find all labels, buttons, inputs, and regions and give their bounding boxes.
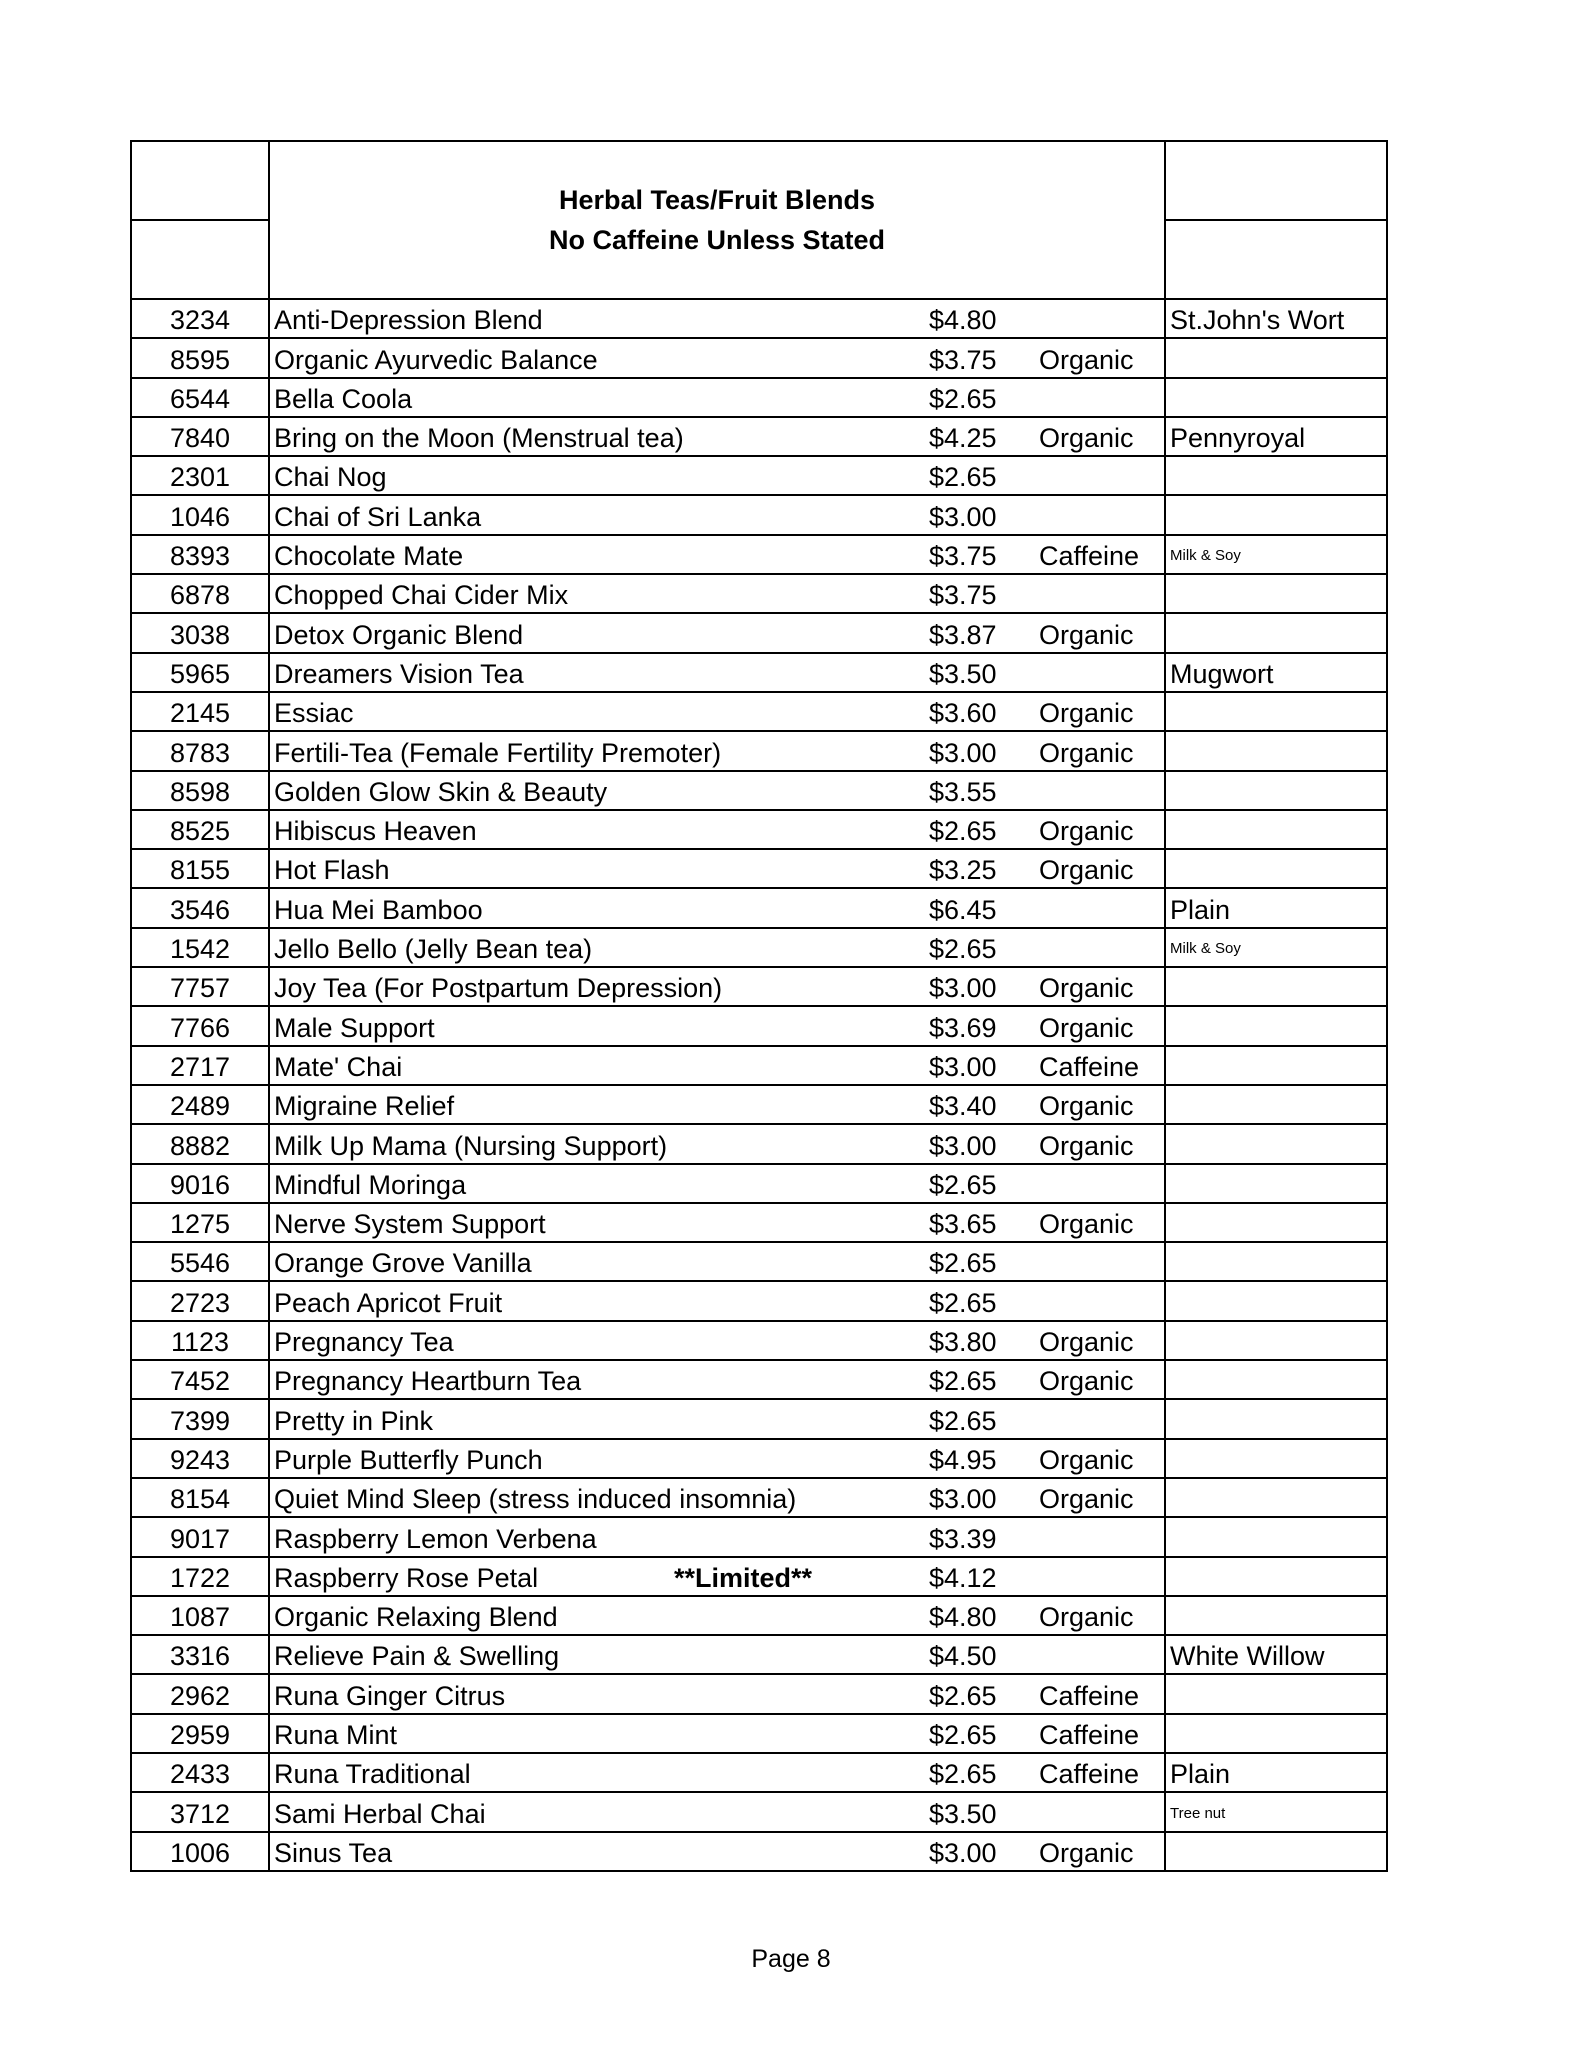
- item-name-text: Bring on the Moon (Menstrual tea): [274, 423, 684, 454]
- table-row: [131, 574, 1387, 613]
- item-price: $2.65: [925, 1360, 1035, 1399]
- table-row: [131, 1321, 1387, 1360]
- item-name-text: Migraine Relief: [274, 1091, 455, 1122]
- table-row: [131, 1085, 1387, 1124]
- item-tag: [1035, 771, 1165, 810]
- item-code: 6544: [131, 378, 269, 417]
- item-price: $3.00: [925, 495, 1035, 534]
- item-tag: Caffeine: [1035, 1753, 1165, 1792]
- item-code: 7840: [131, 417, 269, 456]
- item-name: [269, 338, 925, 377]
- item-name-text: Mindful Moringa: [274, 1169, 467, 1200]
- item-name-text: Anti-Depression Blend: [274, 305, 543, 336]
- item-name: [269, 1085, 925, 1124]
- limited-badge: **Limited**: [674, 1562, 813, 1593]
- item-price: $3.55: [925, 771, 1035, 810]
- item-code: 7399: [131, 1399, 269, 1438]
- item-note: [1165, 1439, 1387, 1478]
- item-name: [269, 1203, 925, 1242]
- item-name-text: Hua Mei Bamboo: [274, 894, 483, 925]
- table-title-line1: Herbal Teas/Fruit Blends: [558, 185, 876, 215]
- item-name: [269, 1439, 925, 1478]
- item-name: [269, 1281, 925, 1320]
- item-price: $2.65: [925, 1714, 1035, 1753]
- item-name-text: Sinus Tea: [274, 1837, 393, 1868]
- item-tag: [1035, 456, 1165, 495]
- item-note: [1165, 1360, 1387, 1399]
- item-code: 8525: [131, 810, 269, 849]
- table-row: [131, 1046, 1387, 1085]
- item-code: 8154: [131, 1478, 269, 1517]
- table-row: [131, 1006, 1387, 1045]
- item-tag: Organic: [1035, 1006, 1165, 1045]
- item-price: $3.25: [925, 849, 1035, 888]
- table-row: [131, 1124, 1387, 1163]
- item-tag: [1035, 1399, 1165, 1438]
- item-tag: Organic: [1035, 1085, 1165, 1124]
- item-price: $3.50: [925, 1792, 1035, 1831]
- item-code: 1006: [131, 1832, 269, 1871]
- item-price: $3.69: [925, 1006, 1035, 1045]
- item-code: 2489: [131, 1085, 269, 1124]
- item-name-text: Quiet Mind Sleep (stress induced insomnia): [274, 1484, 797, 1515]
- table-row: [131, 1792, 1387, 1831]
- item-name-text: Pregnancy Tea: [274, 1327, 454, 1358]
- item-name-text: Nerve System Support: [274, 1209, 546, 1240]
- table-row: [131, 1635, 1387, 1674]
- item-note: Milk & Soy: [1165, 535, 1387, 574]
- table-row: [131, 1203, 1387, 1242]
- item-note: [1165, 1557, 1387, 1596]
- herbal-tea-price-table: [130, 140, 1388, 1872]
- item-name: [269, 731, 925, 770]
- item-note: [1165, 456, 1387, 495]
- item-code: 1087: [131, 1596, 269, 1635]
- item-name: [269, 1596, 925, 1635]
- item-price: $3.00: [925, 967, 1035, 1006]
- item-name-text: Milk Up Mama (Nursing Support): [274, 1130, 668, 1161]
- item-code: 8393: [131, 535, 269, 574]
- item-name: [269, 771, 925, 810]
- item-price: $3.40: [925, 1085, 1035, 1124]
- item-price: $3.00: [925, 1478, 1035, 1517]
- table-row: [131, 1557, 1387, 1596]
- item-price: $3.87: [925, 613, 1035, 652]
- item-code: 9017: [131, 1517, 269, 1556]
- item-code: 5546: [131, 1242, 269, 1281]
- item-name-text: Runa Mint: [274, 1719, 398, 1750]
- item-price: $3.00: [925, 731, 1035, 770]
- item-tag: Organic: [1035, 692, 1165, 731]
- item-code: 2959: [131, 1714, 269, 1753]
- item-price: $6.45: [925, 888, 1035, 927]
- item-note: [1165, 378, 1387, 417]
- item-name-text: Raspberry Rose Petal: [274, 1562, 539, 1593]
- item-tag: [1035, 495, 1165, 534]
- item-price: $2.65: [925, 1164, 1035, 1203]
- item-name-text: Essiac: [274, 698, 354, 729]
- item-note: [1165, 1203, 1387, 1242]
- item-name-text: Golden Glow Skin & Beauty: [274, 776, 608, 807]
- item-name: [269, 928, 925, 967]
- item-price: $2.65: [925, 1281, 1035, 1320]
- item-tag: [1035, 1281, 1165, 1320]
- item-tag: [1035, 653, 1165, 692]
- item-name: [269, 495, 925, 534]
- item-code: 1722: [131, 1557, 269, 1596]
- item-name: [269, 1360, 925, 1399]
- item-tag: Organic: [1035, 967, 1165, 1006]
- item-note: [1165, 1164, 1387, 1203]
- item-note: [1165, 1242, 1387, 1281]
- item-tag: [1035, 574, 1165, 613]
- item-name: [269, 1517, 925, 1556]
- table-title: [269, 141, 1165, 299]
- item-name: [269, 1046, 925, 1085]
- item-tag: Caffeine: [1035, 535, 1165, 574]
- item-price: $3.75: [925, 338, 1035, 377]
- item-note: [1165, 1399, 1387, 1438]
- item-name-text: Mate' Chai: [274, 1051, 403, 1082]
- item-name-text: Hot Flash: [274, 855, 390, 886]
- table-row: [131, 613, 1387, 652]
- table-row: [131, 1596, 1387, 1635]
- item-code: 2433: [131, 1753, 269, 1792]
- item-note: [1165, 1517, 1387, 1556]
- item-note: [1165, 1832, 1387, 1871]
- item-note: [1165, 574, 1387, 613]
- table-row: [131, 1517, 1387, 1556]
- item-code: 1542: [131, 928, 269, 967]
- item-note: [1165, 849, 1387, 888]
- table-row: [131, 1753, 1387, 1792]
- table-row: [131, 417, 1387, 456]
- item-name-text: Chopped Chai Cider Mix: [274, 580, 569, 611]
- item-name: [269, 417, 925, 456]
- item-note: [1165, 1714, 1387, 1753]
- page-number: Page 8: [751, 1945, 831, 1973]
- item-note: [1165, 1124, 1387, 1163]
- item-name: [269, 1792, 925, 1831]
- item-note: White Willow: [1165, 1635, 1387, 1674]
- item-name: [269, 967, 925, 1006]
- item-name-text: Organic Ayurvedic Balance: [274, 344, 598, 375]
- item-tag: Organic: [1035, 1596, 1165, 1635]
- item-price: $4.12: [925, 1557, 1035, 1596]
- item-price: $4.95: [925, 1439, 1035, 1478]
- table-row: [131, 495, 1387, 534]
- item-name: [269, 692, 925, 731]
- item-code: 1275: [131, 1203, 269, 1242]
- header-code-cell-bottom: [131, 220, 269, 299]
- item-code: 3038: [131, 613, 269, 652]
- item-code: 8882: [131, 1124, 269, 1163]
- item-note: [1165, 967, 1387, 1006]
- item-tag: [1035, 1517, 1165, 1556]
- item-name: [269, 849, 925, 888]
- item-code: 5965: [131, 653, 269, 692]
- item-tag: [1035, 1792, 1165, 1831]
- table-row: [131, 1832, 1387, 1871]
- item-name: [269, 653, 925, 692]
- item-tag: [1035, 928, 1165, 967]
- item-name: [269, 1124, 925, 1163]
- item-note: [1165, 1321, 1387, 1360]
- item-note: [1165, 1281, 1387, 1320]
- item-code: 9243: [131, 1439, 269, 1478]
- item-price: $4.80: [925, 299, 1035, 338]
- item-name: [269, 1557, 925, 1596]
- item-price: $4.80: [925, 1596, 1035, 1635]
- item-name-text: Bella Coola: [274, 383, 413, 414]
- item-note: [1165, 1006, 1387, 1045]
- item-tag: Organic: [1035, 613, 1165, 652]
- table-row: [131, 928, 1387, 967]
- item-name-text: Detox Organic Blend: [274, 619, 524, 650]
- item-tag: [1035, 299, 1165, 338]
- item-name: [269, 1635, 925, 1674]
- item-code: 7757: [131, 967, 269, 1006]
- item-note: [1165, 810, 1387, 849]
- item-note: Mugwort: [1165, 653, 1387, 692]
- item-tag: [1035, 1242, 1165, 1281]
- item-code: 8595: [131, 338, 269, 377]
- item-tag: Caffeine: [1035, 1046, 1165, 1085]
- item-tag: [1035, 1557, 1165, 1596]
- table-row: [131, 1242, 1387, 1281]
- item-note: [1165, 731, 1387, 770]
- item-note: [1165, 771, 1387, 810]
- item-price: $3.65: [925, 1203, 1035, 1242]
- item-note: [1165, 1085, 1387, 1124]
- item-name: [269, 574, 925, 613]
- table-row: [131, 731, 1387, 770]
- item-price: $3.75: [925, 574, 1035, 613]
- item-note: [1165, 613, 1387, 652]
- item-tag: Organic: [1035, 1360, 1165, 1399]
- item-code: 7452: [131, 1360, 269, 1399]
- item-name: [269, 535, 925, 574]
- item-code: 3712: [131, 1792, 269, 1831]
- table-row: [131, 692, 1387, 731]
- item-name-text: Runa Ginger Citrus: [274, 1680, 506, 1711]
- item-name: [269, 1399, 925, 1438]
- item-name: [269, 1714, 925, 1753]
- item-note: St.John's Wort: [1165, 299, 1387, 338]
- item-code: 8155: [131, 849, 269, 888]
- item-name-text: Hibiscus Heaven: [274, 816, 477, 847]
- item-note: [1165, 1596, 1387, 1635]
- item-name-text: Jello Bello (Jelly Bean tea): [274, 934, 593, 965]
- item-price: $2.65: [925, 928, 1035, 967]
- item-name-text: Dreamers Vision Tea: [274, 658, 524, 689]
- item-note: [1165, 1674, 1387, 1713]
- header-note-cell-top: [1165, 141, 1387, 220]
- table-row: [131, 1281, 1387, 1320]
- item-code: 1046: [131, 495, 269, 534]
- item-price: $3.80: [925, 1321, 1035, 1360]
- table-row: [131, 299, 1387, 338]
- table-row: [131, 1478, 1387, 1517]
- item-code: 3546: [131, 888, 269, 927]
- item-tag: Organic: [1035, 1321, 1165, 1360]
- table-row: [131, 378, 1387, 417]
- item-code: 2145: [131, 692, 269, 731]
- item-code: 2717: [131, 1046, 269, 1085]
- item-name-text: Chocolate Mate: [274, 541, 464, 572]
- item-name-text: Runa Traditional: [274, 1759, 471, 1790]
- item-name-text: Male Support: [274, 1012, 435, 1043]
- item-name-text: Fertili-Tea (Female Fertility Premoter): [274, 737, 722, 768]
- item-price: $3.75: [925, 535, 1035, 574]
- item-price: $3.00: [925, 1124, 1035, 1163]
- item-name: [269, 1242, 925, 1281]
- item-name-text: Sami Herbal Chai: [274, 1798, 486, 1829]
- item-name: [269, 456, 925, 495]
- item-name: [269, 378, 925, 417]
- item-note: [1165, 338, 1387, 377]
- item-tag: Caffeine: [1035, 1714, 1165, 1753]
- item-name-text: Organic Relaxing Blend: [274, 1602, 558, 1633]
- item-code: 8783: [131, 731, 269, 770]
- item-note: [1165, 1478, 1387, 1517]
- item-tag: [1035, 1164, 1165, 1203]
- item-price: $2.65: [925, 1242, 1035, 1281]
- item-tag: Organic: [1035, 1124, 1165, 1163]
- table-row: [131, 1674, 1387, 1713]
- item-tag: Organic: [1035, 810, 1165, 849]
- item-note: Pennyroyal: [1165, 417, 1387, 456]
- item-code: 9016: [131, 1164, 269, 1203]
- item-price: $3.39: [925, 1517, 1035, 1556]
- item-tag: Organic: [1035, 1832, 1165, 1871]
- item-name: [269, 299, 925, 338]
- item-name-text: Orange Grove Vanilla: [274, 1248, 532, 1279]
- item-price: $2.65: [925, 1674, 1035, 1713]
- table-row: [131, 1360, 1387, 1399]
- item-code: 3316: [131, 1635, 269, 1674]
- item-note: Plain: [1165, 1753, 1387, 1792]
- item-name-text: Raspberry Lemon Verbena: [274, 1523, 597, 1554]
- item-price: $4.25: [925, 417, 1035, 456]
- item-tag: [1035, 888, 1165, 927]
- item-name: [269, 810, 925, 849]
- item-name-text: Relieve Pain & Swelling: [274, 1641, 560, 1672]
- item-price: $2.65: [925, 1753, 1035, 1792]
- table-row: [131, 338, 1387, 377]
- item-price: $2.65: [925, 1399, 1035, 1438]
- item-code: 2723: [131, 1281, 269, 1320]
- table-title-line2: No Caffeine Unless Stated: [548, 225, 886, 255]
- item-note: [1165, 692, 1387, 731]
- item-tag: Organic: [1035, 849, 1165, 888]
- item-name: [269, 1753, 925, 1792]
- item-code: 3234: [131, 299, 269, 338]
- item-note: Plain: [1165, 888, 1387, 927]
- item-name: [269, 1478, 925, 1517]
- item-name-text: Peach Apricot Fruit: [274, 1287, 503, 1318]
- item-name-text: Purple Butterfly Punch: [274, 1444, 543, 1475]
- item-price: $4.50: [925, 1635, 1035, 1674]
- table-row: [131, 653, 1387, 692]
- table-row: [131, 456, 1387, 495]
- item-name-text: Pretty in Pink: [274, 1405, 434, 1436]
- item-code: 1123: [131, 1321, 269, 1360]
- item-name-text: Pregnancy Heartburn Tea: [274, 1366, 582, 1397]
- table-row: [131, 771, 1387, 810]
- item-name-text: Chai Nog: [274, 462, 387, 493]
- item-code: 8598: [131, 771, 269, 810]
- item-note: [1165, 1046, 1387, 1085]
- table-row: [131, 967, 1387, 1006]
- item-price: $2.65: [925, 810, 1035, 849]
- item-note: Tree nut: [1165, 1792, 1387, 1831]
- item-name: [269, 1006, 925, 1045]
- item-code: 6878: [131, 574, 269, 613]
- item-code: 7766: [131, 1006, 269, 1045]
- item-name-text: Chai of Sri Lanka: [274, 501, 482, 532]
- item-tag: Organic: [1035, 417, 1165, 456]
- item-price: $3.00: [925, 1832, 1035, 1871]
- item-name: [269, 1674, 925, 1713]
- table-row: [131, 810, 1387, 849]
- item-note: [1165, 495, 1387, 534]
- item-name-text: Joy Tea (For Postpartum Depression): [274, 973, 723, 1004]
- table-row: [131, 1439, 1387, 1478]
- item-tag: Organic: [1035, 1439, 1165, 1478]
- table-row: [131, 888, 1387, 927]
- item-tag: Caffeine: [1035, 1674, 1165, 1713]
- header-code-cell-top: [131, 141, 269, 220]
- item-price: $3.00: [925, 1046, 1035, 1085]
- item-tag: Organic: [1035, 1478, 1165, 1517]
- item-name: [269, 1164, 925, 1203]
- item-name: [269, 1832, 925, 1871]
- item-code: 2301: [131, 456, 269, 495]
- item-price: $2.65: [925, 378, 1035, 417]
- item-price: $3.50: [925, 653, 1035, 692]
- item-tag: [1035, 378, 1165, 417]
- item-name: [269, 1321, 925, 1360]
- item-tag: Organic: [1035, 731, 1165, 770]
- item-price: $2.65: [925, 456, 1035, 495]
- table-row: [131, 1714, 1387, 1753]
- price-list-sheet: [130, 140, 1386, 1872]
- header-note-cell-bottom: [1165, 220, 1387, 299]
- table-row: [131, 849, 1387, 888]
- item-price: $3.60: [925, 692, 1035, 731]
- table-row: [131, 1399, 1387, 1438]
- table-row: [131, 535, 1387, 574]
- item-tag: [1035, 1635, 1165, 1674]
- item-code: 2962: [131, 1674, 269, 1713]
- item-name: [269, 888, 925, 927]
- table-row: [131, 1164, 1387, 1203]
- header-row-1: [131, 141, 1387, 220]
- item-tag: Organic: [1035, 338, 1165, 377]
- item-name: [269, 613, 925, 652]
- item-note: Milk & Soy: [1165, 928, 1387, 967]
- item-tag: Organic: [1035, 1203, 1165, 1242]
